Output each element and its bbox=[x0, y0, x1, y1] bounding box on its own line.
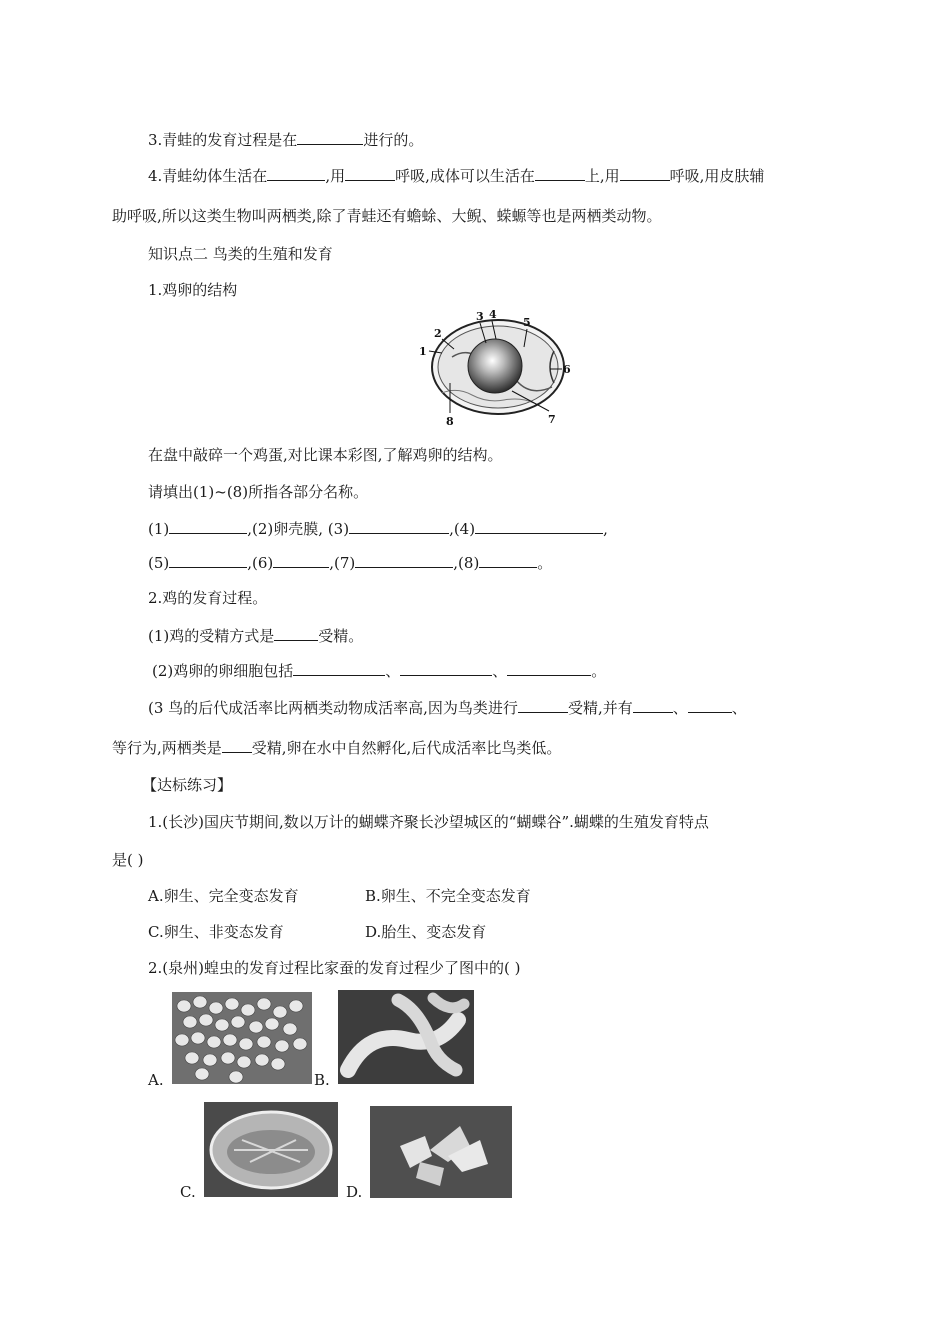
silkworm-larvae-photo[interactable] bbox=[338, 990, 474, 1084]
development-q3: (3 鸟的后代成活率比两栖类动物成活率高,因为鸟类进行 受精,并有 、 、 bbox=[148, 699, 747, 717]
fill-row-2: (5) ,(6) ,(7) ,(8) 。 bbox=[148, 554, 553, 572]
egg-label: 8 bbox=[446, 415, 454, 428]
question-4-cont: 助呼吸,所以这类生物叫两栖类,除了青蛙还有蟾蜍、大鲵、蝾螈等也是两栖类动物。 bbox=[112, 207, 662, 225]
silkworm-eggs-photo[interactable] bbox=[172, 992, 312, 1084]
answer-blank[interactable] bbox=[355, 552, 453, 568]
answer-blank[interactable] bbox=[267, 165, 325, 181]
answer-blank[interactable] bbox=[688, 697, 732, 713]
answer-blank[interactable] bbox=[222, 737, 252, 753]
q2-option-d-label[interactable]: D. bbox=[346, 1183, 363, 1201]
q2-option-b-label[interactable]: B. bbox=[314, 1071, 330, 1089]
egg-label: 4 bbox=[489, 308, 497, 321]
question-4: 4.青蛙幼体生活在 ,用 呼吸,成体可以生活在 上,用 呼吸,用皮肤辅 bbox=[148, 167, 765, 185]
practice-heading: 【达标练习】 bbox=[142, 776, 233, 794]
answer-blank[interactable] bbox=[273, 552, 329, 568]
q1-stem: 1.(长沙)国庆节期间,数以万计的蝴蝶齐聚长沙望城区的“蝴蝶谷”.蝴蝶的生殖发育特点 bbox=[148, 813, 709, 831]
egg-label: 7 bbox=[548, 413, 556, 426]
q1-stem-cont: 是( ) bbox=[112, 851, 144, 869]
egg-instruction-2: 请填出(1)~(8)所指各部分名称。 bbox=[148, 483, 369, 501]
answer-blank[interactable] bbox=[400, 660, 492, 676]
q1-option-c[interactable]: C.卵生、非变态发育 bbox=[148, 923, 284, 941]
answer-blank[interactable] bbox=[479, 552, 537, 568]
development-q1: (1)鸡的受精方式是 受精。 bbox=[148, 627, 364, 645]
development-title: 2.鸡的发育过程。 bbox=[148, 589, 268, 607]
answer-blank[interactable] bbox=[274, 625, 318, 641]
answer-blank[interactable] bbox=[345, 165, 395, 181]
answer-blank[interactable] bbox=[518, 697, 568, 713]
q2-option-c-label[interactable]: C. bbox=[180, 1183, 196, 1201]
silkworm-moths-photo[interactable] bbox=[370, 1106, 512, 1198]
answer-blank[interactable] bbox=[293, 660, 385, 676]
q1-option-d[interactable]: D.胎生、变态发育 bbox=[365, 923, 487, 941]
q2-option-a-label[interactable]: A. bbox=[148, 1071, 164, 1089]
egg-label: 3 bbox=[476, 310, 484, 323]
q1-option-a[interactable]: A.卵生、完全变态发育 bbox=[148, 887, 299, 905]
q1-option-b[interactable]: B.卵生、不完全变态发育 bbox=[365, 887, 531, 905]
answer-blank[interactable] bbox=[475, 518, 603, 534]
silkworm-pupa-photo[interactable] bbox=[204, 1102, 338, 1197]
question-3: 3.青蛙的发育过程是在 进行的。 bbox=[148, 131, 424, 149]
answer-blank[interactable] bbox=[169, 552, 247, 568]
answer-blank[interactable] bbox=[507, 660, 591, 676]
yolk bbox=[468, 339, 522, 393]
answer-blank[interactable] bbox=[169, 518, 247, 534]
egg-structure-title: 1.鸡卵的结构 bbox=[148, 281, 238, 299]
answer-blank[interactable] bbox=[297, 129, 363, 145]
egg-label: 1 bbox=[419, 345, 427, 358]
answer-blank[interactable] bbox=[633, 697, 673, 713]
egg-label: 2 bbox=[434, 327, 442, 340]
answer-blank[interactable] bbox=[349, 518, 449, 534]
egg-label: 6 bbox=[563, 363, 571, 376]
development-q2: (2)鸡卵的卵细胞包括 、 、 。 bbox=[152, 662, 607, 680]
answer-blank[interactable] bbox=[620, 165, 670, 181]
section-heading-kp2: 知识点二 鸟类的生殖和发育 bbox=[148, 245, 333, 263]
development-q3-cont: 等行为,两栖类是 受精,卵在水中自然孵化,后代成活率比鸟类低。 bbox=[112, 739, 562, 757]
egg-label: 5 bbox=[523, 316, 531, 329]
answer-blank[interactable] bbox=[535, 165, 585, 181]
egg-structure-diagram bbox=[412, 305, 572, 430]
fill-row-1: (1) ,(2)卵壳膜, (3) ,(4) , bbox=[148, 520, 608, 538]
egg-instruction-1: 在盘中敲碎一个鸡蛋,对比课本彩图,了解鸡卵的结构。 bbox=[148, 446, 503, 464]
q2-stem: 2.(泉州)蝗虫的发育过程比家蚕的发育过程少了图中的( ) bbox=[148, 959, 521, 977]
